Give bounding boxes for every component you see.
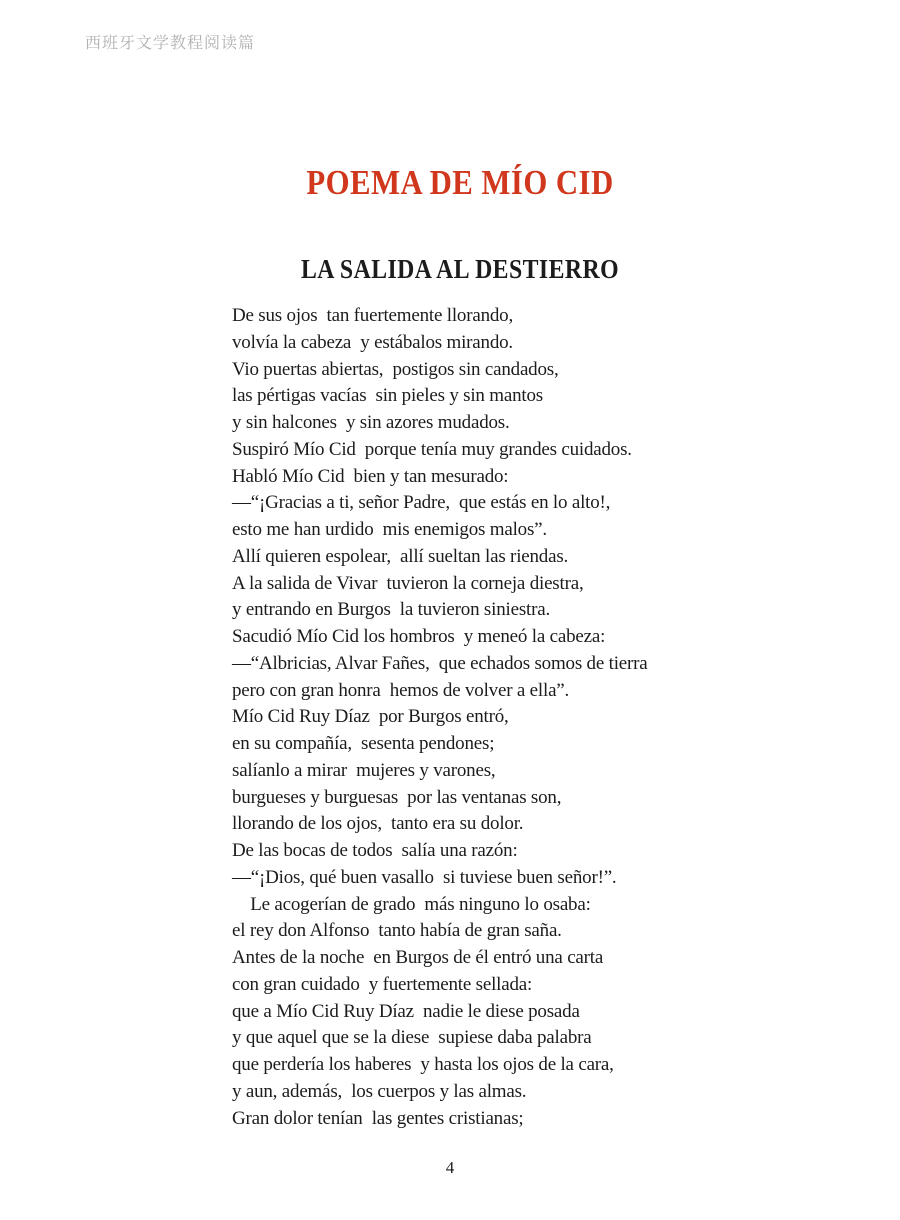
poem-line: De las bocas de todos salía una razón: (232, 840, 518, 861)
poem-line: A la salida de Vivar tuvieron la corneja diestra, (232, 572, 584, 594)
poem-line: burgueses y burguesas por las ventanas son, (232, 786, 562, 808)
poem-body (232, 303, 872, 1132)
poem-line: y aun, además, los cuerpos y las almas. (232, 1080, 527, 1102)
poem-line: y sin halcones y sin azores mudados. (232, 412, 510, 433)
poem-line: con gran cuidado y fuertemente sellada: (232, 973, 533, 995)
poem-line: Allí quieren espolear, allí sueltan las riendas. (232, 545, 569, 567)
poem-line: que perdería los haberes y hasta los ojos de la cara, (232, 1054, 614, 1075)
poem-line: Vio puertas abiertas, postigos sin candados, (232, 358, 559, 380)
poem-line: De sus ojos tan fuertemente llorando, (232, 305, 514, 326)
running-header: 西班牙文学教程阅读篇 (85, 33, 256, 52)
section-subtitle: LA SALIDA AL DESTIERRO (300, 254, 620, 284)
poem-line: —“Albricias, Alvar Fañes, que echados somos de tierra (232, 652, 648, 674)
poem-line: Sacudió Mío Cid los hombros y meneó la cabeza: (232, 626, 606, 647)
poem-line: llorando de los ojos, tanto era su dolor. (232, 813, 524, 835)
poem-line: Mío Cid Ruy Díaz por Burgos entró, (232, 706, 509, 728)
poem-line: —“¡Gracias a ti, señor Padre, que estás en lo alto!, (232, 492, 611, 514)
poem-line: el rey don Alfonso tanto había de gran saña. (232, 920, 562, 942)
page-number: 4 (445, 1158, 455, 1177)
poem-line: volvía la cabeza y estábalos mirando. (232, 331, 513, 353)
poem-line: que a Mío Cid Ruy Díaz nadie le diese posada (232, 1000, 580, 1022)
poem-line: Suspiró Mío Cid porque tenía muy grandes cuidados. (232, 438, 632, 460)
poem-line: y que aquel que se la diese supiese daba palabra (232, 1027, 592, 1049)
poem-line: Gran dolor tenían las gentes cristianas; (232, 1107, 524, 1129)
poem-line: Antes de la noche en Burgos de él entró una carta (232, 947, 604, 968)
poem-line: y entrando en Burgos la tuvieron siniestra. (232, 599, 551, 621)
poem-line: las pértigas vacías sin pieles y sin mantos (232, 385, 543, 407)
poem-line: Habló Mío Cid bien y tan mesurado: (232, 465, 509, 487)
poem-line: en su compañía, sesenta pendones; (232, 733, 495, 754)
poem-line: Le acogerían de grado más ninguno lo osaba: (232, 893, 591, 915)
poem-title: POEMA DE MÍO CID (306, 163, 614, 202)
poem-line: —“¡Dios, qué buen vasallo si tuviese buen señor!”. (232, 866, 617, 888)
poem-line: pero con gran honra hemos de volver a ella”. (232, 679, 570, 701)
poem-line: salíanlo a mirar mujeres y varones, (232, 759, 496, 781)
poem-line: esto me han urdido mis enemigos malos”. (232, 519, 547, 540)
